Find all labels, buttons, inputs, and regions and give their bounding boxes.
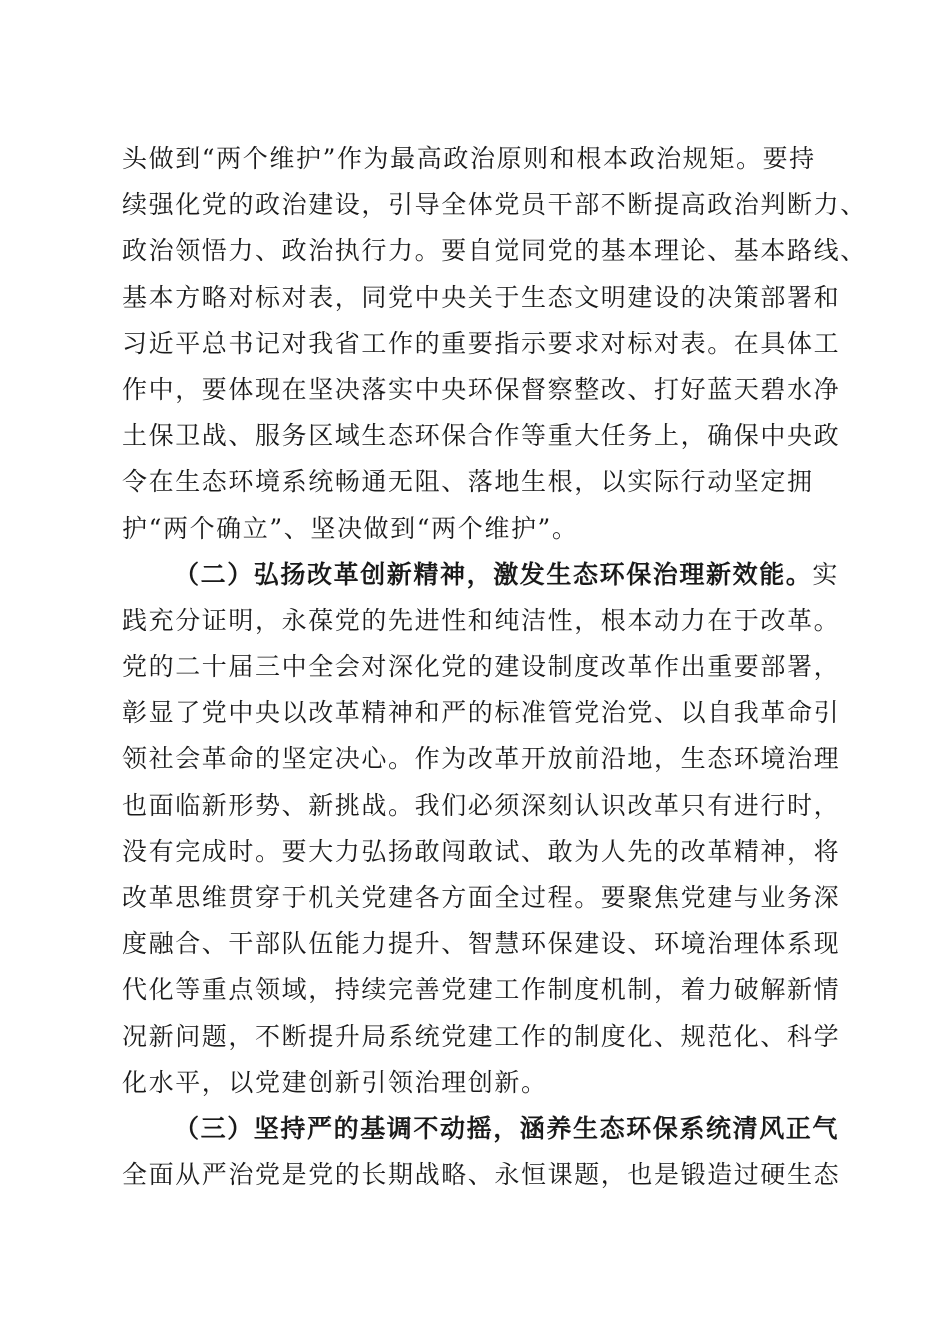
paragraph-1-line: 令在生态环境系统畅通无阻、落地生根，以实际行动坚定拥 bbox=[122, 467, 814, 497]
section-2-line: 没有完成时。要大力弘扬敢闯敢试、敢为人先的改革精神，将 bbox=[122, 836, 841, 866]
section-2-line: 践充分证明，永葆党的先进性和纯洁性，根本动力在于改革。 bbox=[122, 605, 841, 635]
section-2-first-line bbox=[122, 552, 840, 598]
paragraph-1-line: 护“两个确立”、坚决做到“两个维护”。 bbox=[122, 513, 579, 543]
section-2-line: 况新问题，不断提升局系统党建工作的制度化、规范化、科学 bbox=[122, 1021, 841, 1051]
section-3-heading: （三）坚持严的基调不动摇，涵养生态环保系统清风正气 bbox=[174, 1113, 840, 1143]
paragraph-1-line: 作中，要体现在坚决落实中央环保督察整改、打好蓝天碧水净 bbox=[122, 374, 841, 404]
section-2-heading: （二）弘扬改革创新精神，激发生态环保治理新效能。 bbox=[174, 559, 813, 589]
paragraph-1-line: 土保卫战、服务区域生态环保合作等重大任务上，确保中央政 bbox=[122, 421, 841, 451]
section-2-line: 领社会革命的坚定决心。作为改革开放前沿地，生态环境治理 bbox=[122, 744, 841, 774]
paragraph-1-line: 续强化党的政治建设，引导全体党员干部不断提高政治判断力、 bbox=[122, 190, 867, 220]
section-2-line: 也面临新形势、新挑战。我们必须深刻认识改革只有进行时， bbox=[122, 790, 841, 820]
document-body bbox=[122, 136, 867, 1198]
section-2-line: 代化等重点领域，持续完善党建工作制度机制，着力破解新情 bbox=[122, 975, 841, 1005]
section-2-line: 彰显了党中央以改革精神和严的标准管党治党、以自我革命引 bbox=[122, 698, 841, 728]
section-2-line: 改革思维贯穿于机关党建各方面全过程。要聚焦党建与业务深 bbox=[122, 883, 841, 912]
section-2-line: 度融合、干部队伍能力提升、智慧环保建设、环境治理体系现 bbox=[122, 929, 841, 959]
section-2-first-line-tail: 实 bbox=[812, 559, 840, 589]
paragraph-1-line: 基本方略对标对表，同党中央关于生态文明建设的决策部署和 bbox=[122, 282, 841, 312]
section-2-line: 化水平，以党建创新引领治理创新。 bbox=[122, 1067, 548, 1097]
section-3-line: 全面从严治党是党的长期战略、永恒课题，也是锻造过硬生态 bbox=[122, 1160, 841, 1190]
paragraph-1-line: 习近平总书记对我省工作的重要指示要求对标对表。在具体工 bbox=[122, 328, 841, 358]
paragraph-1-line: 政治领悟力、政治执行力。要自觉同党的基本理论、基本路线、 bbox=[122, 236, 867, 266]
paragraph-1-line: 头做到“两个维护”作为最高政治原则和根本政治规矩。要持 bbox=[122, 144, 816, 173]
section-2-line: 党的二十届三中全会对深化党的建设制度改革作出重要部署， bbox=[122, 652, 841, 682]
